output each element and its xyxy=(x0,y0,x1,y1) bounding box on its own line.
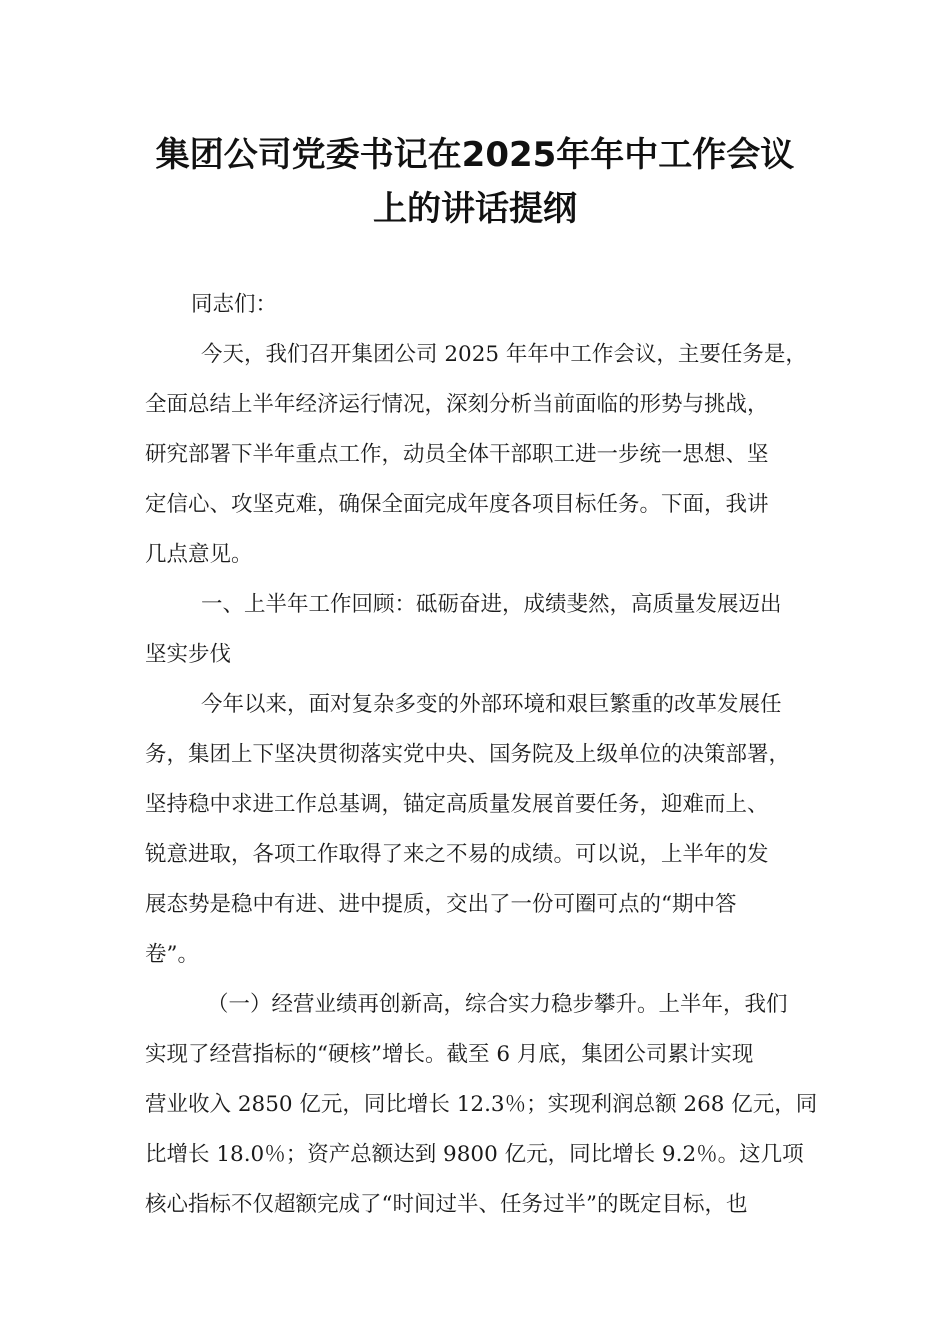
body-line: 核心指标不仅超额完成了“时间过半、任务过半”的既定目标，也 xyxy=(145,1192,748,1217)
body-line: 定信心、攻坚克难，确保全面完成年度各项目标任务。下面，我讲 xyxy=(145,492,769,517)
document-body xyxy=(145,280,818,1230)
body-line: 卷”。 xyxy=(145,942,199,967)
body-line: 实现了经营指标的“硬核”增长。截至 6 月底，集团公司累计实现 xyxy=(145,1042,754,1067)
body-line: 全面总结上半年经济运行情况，深刻分析当前面临的形势与挑战， xyxy=(145,392,769,417)
section-heading-cont: 坚实步伐 xyxy=(145,642,232,667)
salutation: 同志们： xyxy=(191,292,278,317)
body-line: 今年以来，面对复杂多变的外部环境和艰巨繁重的改革发展任 xyxy=(201,692,782,717)
body-line: 今天，我们召开集团公司 2025 年年中工作会议，主要任务是， xyxy=(201,342,807,367)
body-line: 几点意见。 xyxy=(145,542,253,567)
body-line: 务，集团上下坚决贯彻落实党中央、国务院及上级单位的决策部署， xyxy=(145,742,791,767)
body-line: 坚持稳中求进工作总基调，锚定高质量发展首要任务，迎难而上、 xyxy=(145,792,769,817)
title-line-2: 上的讲话提纲 xyxy=(373,189,577,229)
title-line-1: 集团公司党委书记在2025年年中工作会议 xyxy=(155,135,795,175)
document-title xyxy=(120,128,830,236)
body-line: 比增长 18.0％；资产总额达到 9800 亿元，同比增长 9.2％。这几项 xyxy=(145,1142,804,1167)
body-line: 锐意进取，各项工作取得了来之不易的成绩。可以说，上半年的发 xyxy=(145,842,769,867)
body-line: 营业收入 2850 亿元，同比增长 12.3％；实现利润总额 268 亿元，同 xyxy=(145,1092,818,1117)
body-line: 研究部署下半年重点工作，动员全体干部职工进一步统一思想、坚 xyxy=(145,442,769,467)
section-heading: 一、上半年工作回顾：砥砺奋进，成绩斐然，高质量发展迈出 xyxy=(201,592,782,617)
body-line: 展态势是稳中有进、进中提质，交出了一份可圈可点的“期中答 xyxy=(145,892,737,917)
subsection-line: （一）经营业绩再创新高，综合实力稳步攀升。上半年，我们 xyxy=(207,992,788,1017)
